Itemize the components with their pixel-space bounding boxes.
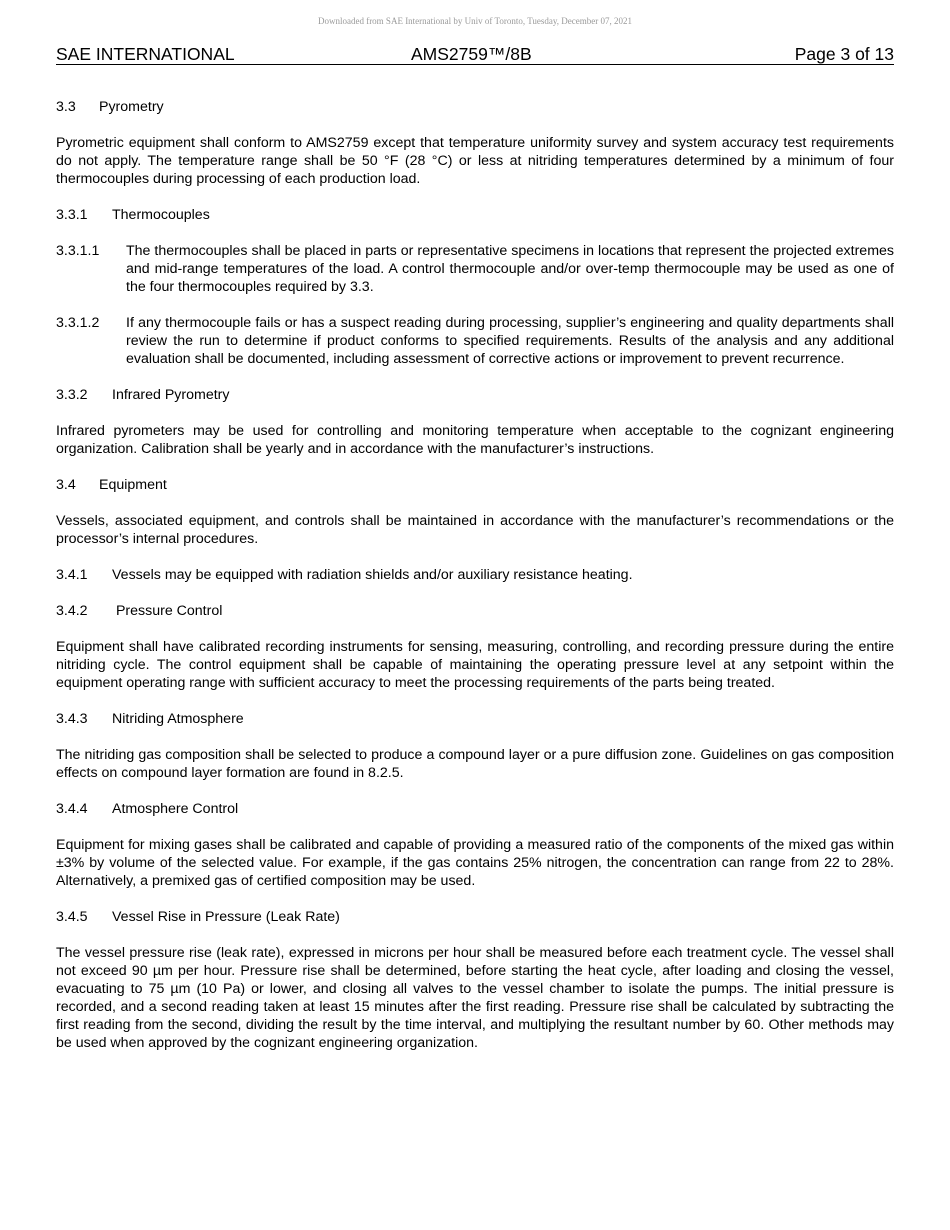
section-3-3-1-1: [56, 242, 894, 296]
section-heading-3-4-5: [56, 908, 894, 926]
header-page-number: Page 3 of 13: [794, 44, 894, 64]
section-number: 3.3.1.2: [56, 315, 100, 331]
section-body: If any thermocouple fails or has a suspect reading during processing, supplier’s engineering and quality departments shall review the run to determine if product conforms to specified requirements. Results of the analysis and any additional evaluation shall be documented, including assessment of corrective actions or improvement to prevent recurrence.: [126, 315, 894, 367]
section-title: Infrared Pyrometry: [112, 387, 230, 403]
section-body-3-4: Vessels, associated equipment, and controls shall be maintained in accordance with the manufacturer’s recommendations or the processor’s internal procedures.: [56, 513, 894, 547]
page-header: [56, 44, 894, 65]
section-number: 3.3.1.1: [56, 243, 100, 259]
section-body-3-4-4: Equipment for mixing gases shall be calibrated and capable of providing a measured ratio of the components of the mixed gas within ±3% by volume of the selected value. For example, if the gas contains 25% nitrogen, the concentration can range from 22 to 28%. Alternatively, a premixed gas of certified composition may be used.: [56, 837, 894, 889]
section-3-3-1-2: [56, 314, 894, 368]
section-number: 3.4.2: [56, 603, 88, 619]
section-heading-3-3-2: [56, 386, 894, 404]
section-title: Atmosphere Control: [112, 801, 239, 817]
section-number: 3.4.3: [56, 711, 88, 727]
section-number: 3.3.1: [56, 207, 88, 223]
section-heading-3-3-1: [56, 206, 894, 224]
section-body-3-3: Pyrometric equipment shall conform to AMS2759 except that temperature uniformity survey and system accuracy test requirements do not apply. The temperature range shall be 50 °F (28 °C) or less at nitriding temperatures determined by a minimum of four thermocouples during processing of each production load.: [56, 135, 894, 187]
section-title: Pressure Control: [112, 603, 223, 619]
section-heading-3-4: [56, 476, 894, 494]
section-number: 3.3.2: [56, 387, 88, 403]
section-title: Nitriding Atmosphere: [112, 711, 244, 727]
section-heading-3-4-2: [56, 602, 894, 620]
section-title: Pyrometry: [99, 99, 164, 115]
section-body-3-4-2: Equipment shall have calibrated recording instruments for sensing, measuring, controlling, and recording pressure during the entire nitriding cycle. The control equipment shall be capable of maintaining the operating pressure level at any setpoint within the equipment operating range with sufficient accuracy to meet the processing requirements of the parts being treated.: [56, 639, 894, 691]
section-heading-3-4-3: [56, 710, 894, 728]
section-heading-3-4-1: [56, 566, 894, 584]
section-number: 3.3: [56, 99, 76, 115]
section-title: Equipment: [99, 477, 167, 493]
section-number: 3.4.1: [56, 567, 88, 583]
section-body-3-4-3: The nitriding gas composition shall be selected to produce a compound layer or a pure diffusion zone. Guidelines on gas composition effects on compound layer formation are found in 8.2.5.: [56, 747, 894, 781]
section-number: 3.4.5: [56, 909, 88, 925]
section-heading-3-3: [56, 98, 894, 116]
header-org: SAE INTERNATIONAL: [56, 44, 235, 64]
section-heading-3-4-4: [56, 800, 894, 818]
section-title: Vessel Rise in Pressure (Leak Rate): [112, 909, 340, 925]
download-watermark: Downloaded from SAE International by Univ of Toronto, Tuesday, December 07, 2021: [317, 16, 633, 26]
document-body: [56, 98, 894, 1070]
section-number: 3.4: [56, 477, 76, 493]
section-title: Vessels may be equipped with radiation shields and/or auxiliary resistance heating.: [112, 567, 633, 583]
section-body-3-4-5: The vessel pressure rise (leak rate), expressed in microns per hour shall be measured before each treatment cycle. The vessel shall not exceed 90 µm per hour. Pressure rise shall be determined, before starting the heat cycle, after loading and closing the vessel, evacuating to 75 µm (10 Pa) or lower, and closing all valves to the vessel chamber to isolate the pumps. The initial pressure is recorded, and a second reading taken at least 15 minutes after the first reading. Pressure rise shall be calculated by subtracting the first reading from the second, dividing the result by the time interval, and multiplying the resultant number by 60. Other methods may be used when approved by the cognizant engineering organization.: [56, 945, 894, 1051]
section-body-3-3-2: Infrared pyrometers may be used for controlling and monitoring temperature when acceptable to the cognizant engineering organization. Calibration shall be yearly and in accordance with the manufacturer’s instructions.: [56, 423, 894, 457]
section-number: 3.4.4: [56, 801, 88, 817]
section-title: Thermocouples: [112, 207, 210, 223]
header-doc-number: AMS2759™/8B: [411, 44, 532, 64]
section-body: The thermocouples shall be placed in parts or representative specimens in locations that represent the projected extremes and mid-range temperatures of the load. A control thermocouple and/or over-temp thermocouple may be used as one of the four thermocouples required by 3.3.: [126, 243, 894, 295]
